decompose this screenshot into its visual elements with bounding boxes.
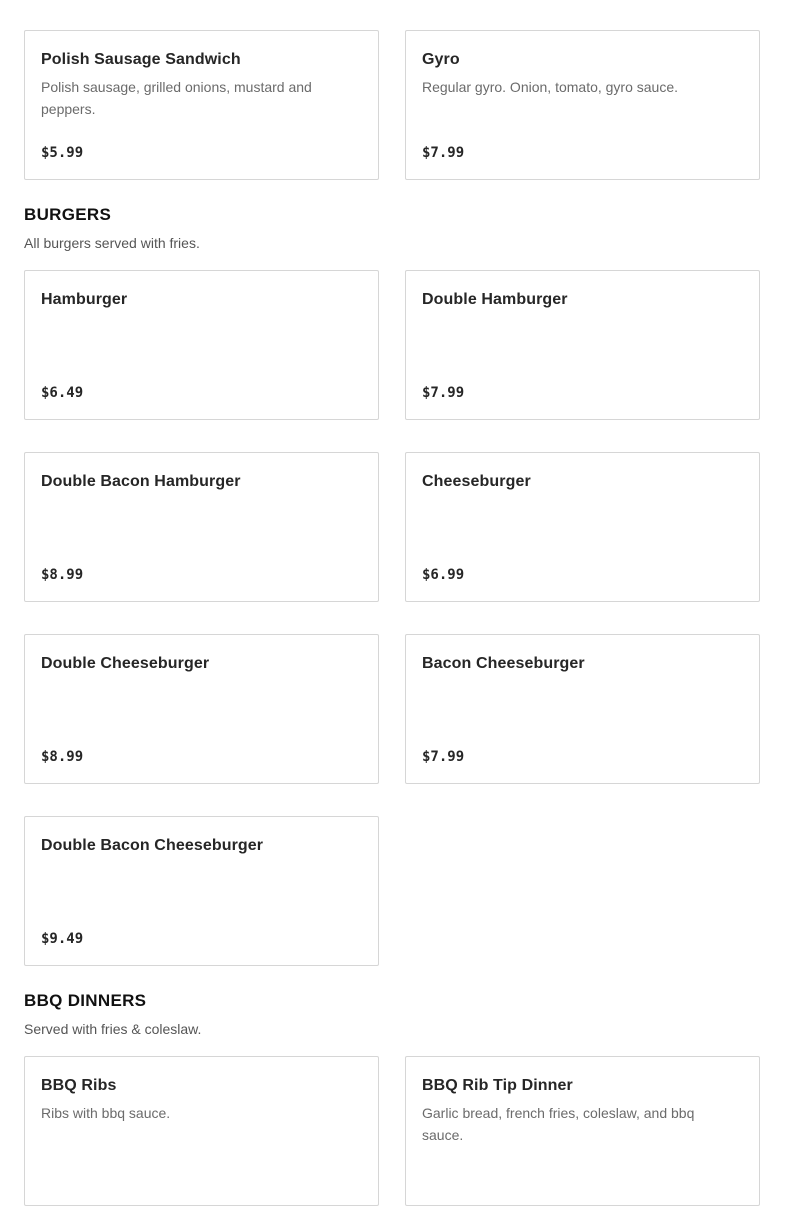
- menu-item-description: Ribs with bbq sauce.: [41, 1105, 171, 1121]
- menu-item-name: Double Cheeseburger: [41, 655, 210, 672]
- menu-item-name: BBQ Rib Tip Dinner: [422, 1077, 573, 1094]
- menu-item-card[interactable]: [405, 1056, 760, 1206]
- menu-item-price: $7.99: [422, 385, 465, 401]
- section-title: BBQ DINNERS: [24, 991, 147, 1010]
- menu-item-description: Polish sausage, grilled onions, mustard and peppers.: [41, 79, 312, 117]
- menu-item-card[interactable]: [405, 452, 760, 602]
- menu-item-card[interactable]: [24, 270, 379, 420]
- section-subtitle: Served with fries & coleslaw.: [24, 1021, 202, 1037]
- menu-item-card[interactable]: [405, 30, 760, 180]
- menu-item-price: $5.99: [41, 145, 84, 161]
- menu-item-name: Polish Sausage Sandwich: [41, 51, 241, 68]
- menu-item-price: $9.49: [41, 931, 84, 947]
- menu-item-price: $7.99: [422, 749, 465, 765]
- menu-item-card[interactable]: [24, 816, 379, 966]
- menu-item-card[interactable]: [24, 634, 379, 784]
- menu-item-description: Garlic bread, french fries, coleslaw, and bbq sauce.: [422, 1105, 695, 1143]
- section-subtitle: All burgers served with fries.: [24, 235, 200, 251]
- menu-item-card[interactable]: [24, 30, 379, 180]
- menu-item-price: $6.99: [422, 567, 465, 583]
- menu-item-name: Bacon Cheeseburger: [422, 655, 585, 672]
- menu-item-name: Double Hamburger: [422, 291, 568, 308]
- menu-item-name: Double Bacon Cheeseburger: [41, 837, 264, 854]
- menu-item-card[interactable]: [24, 452, 379, 602]
- menu-item-price: $8.99: [41, 749, 84, 765]
- section-title: BURGERS: [24, 205, 112, 224]
- menu-item-card[interactable]: [405, 270, 760, 420]
- menu-item-card[interactable]: [24, 1056, 379, 1206]
- menu-item-name: Cheeseburger: [422, 473, 531, 490]
- menu-item-description: Regular gyro. Onion, tomato, gyro sauce.: [422, 79, 679, 95]
- menu-item-name: Double Bacon Hamburger: [41, 473, 241, 490]
- menu-item-price: $8.99: [41, 567, 84, 583]
- menu-item-name: Gyro: [422, 51, 460, 68]
- menu-item-name: BBQ Ribs: [41, 1077, 117, 1094]
- menu-item-price: $7.99: [422, 145, 465, 161]
- menu-item-card[interactable]: [405, 634, 760, 784]
- menu-item-name: Hamburger: [41, 291, 128, 308]
- menu-item-price: $6.49: [41, 385, 84, 401]
